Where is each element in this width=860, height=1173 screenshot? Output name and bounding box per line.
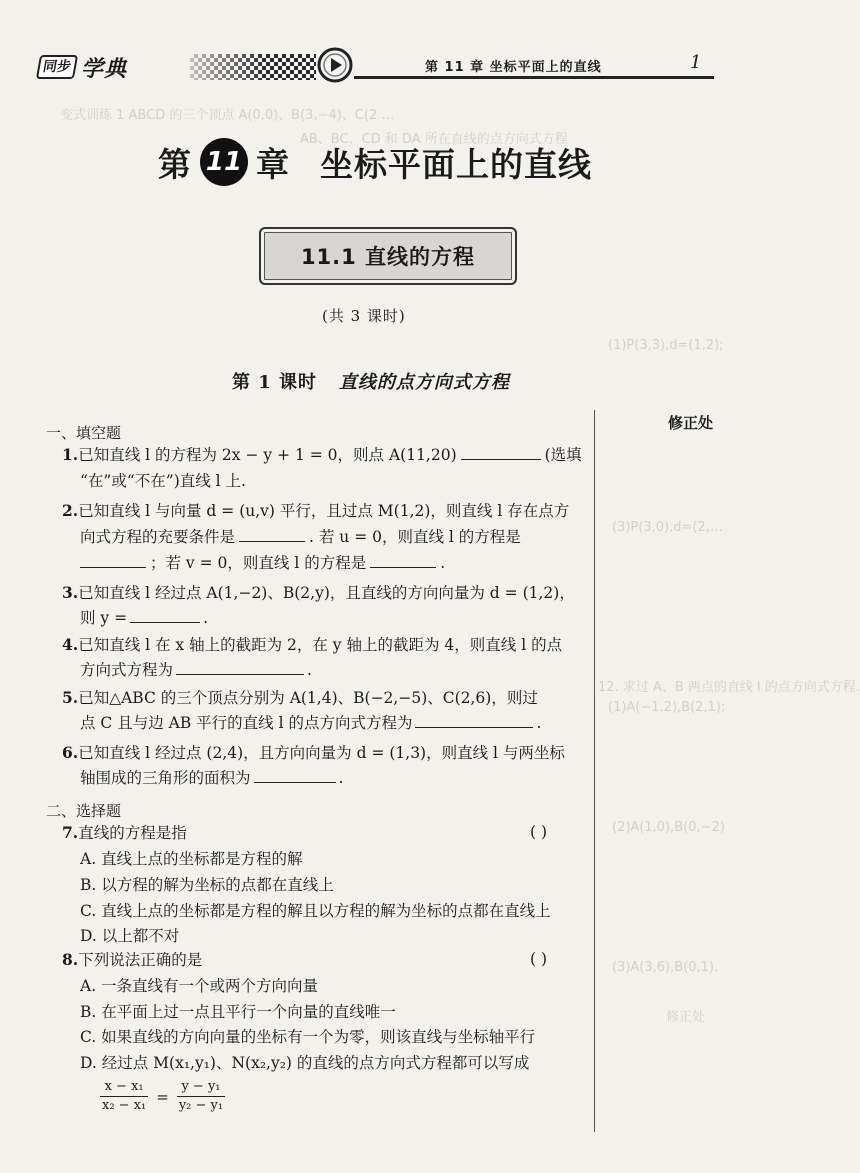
logo-big-text: 学典 bbox=[81, 56, 128, 82]
option-a: A. 一条直线有一个或两个方向向量 bbox=[80, 977, 319, 995]
chapter-name: 坐标平面上的直线 bbox=[320, 144, 592, 184]
chapter-suffix: 章 bbox=[256, 144, 290, 184]
bleed-text: (3)A(3,6),B(0,1). bbox=[612, 960, 719, 975]
answer-blank[interactable] bbox=[254, 765, 336, 783]
question-text: . bbox=[338, 769, 344, 787]
option-c: C. 直线上点的坐标都是方程的解且以方程的解为坐标的点都在直线上 bbox=[80, 902, 551, 920]
question-text: 已知直线 l 经过点 A(1,−2)、B(2,y)，且直线的方向向量为 d = (1,2)， bbox=[78, 584, 575, 602]
bleed-text: 变式训练 1 ABCD 的三个顶点 A(0,0)、B(3,−4)、C(2 … bbox=[60, 108, 395, 123]
question-number: 2. bbox=[62, 501, 79, 520]
option-a: A. 直线上点的坐标都是方程的解 bbox=[80, 850, 303, 868]
lesson-count: (共 3 课时) bbox=[322, 307, 406, 325]
question-2 bbox=[62, 496, 569, 526]
bleed-text: (2)A(1,0),B(0,−2) bbox=[612, 820, 725, 835]
question-5-line-2 bbox=[80, 709, 541, 738]
question-text: . bbox=[203, 609, 209, 627]
answer-blank[interactable] bbox=[239, 524, 305, 542]
option-d: D. 经过点 M(x₁,y₁)、N(x₂,y₂) 的直线的点方向式方程都可以写成 bbox=[80, 1054, 530, 1072]
option-d: D. 以上都不对 bbox=[80, 927, 180, 945]
logo-small-text: 同步 bbox=[36, 55, 78, 79]
fraction-numerator: y − y₁ bbox=[177, 1078, 225, 1097]
question-text: . bbox=[440, 554, 446, 572]
question-text: . 若 u = 0，则直线 l 的方程是 bbox=[309, 528, 521, 546]
lesson-number: 第 1 课时 bbox=[232, 372, 318, 393]
header-logo bbox=[38, 50, 166, 84]
question-text: 已知直线 l 与向量 d = (u,v) 平行，且过点 M(1,2)，则直线 l 存在点方 bbox=[78, 502, 570, 520]
question-number: 4. bbox=[62, 635, 79, 654]
answer-blank[interactable] bbox=[176, 657, 304, 675]
header-checker-pattern bbox=[190, 54, 316, 80]
question-number: 6. bbox=[62, 743, 79, 762]
question-number: 7. bbox=[62, 823, 79, 842]
question-number: 3. bbox=[62, 583, 79, 602]
bleed-text: (1)A(−1,2),B(2,1); bbox=[608, 700, 726, 715]
fraction-right bbox=[177, 1078, 225, 1115]
lesson-title bbox=[232, 368, 510, 394]
chapter-title bbox=[158, 138, 592, 186]
option-c: C. 如果直线的方向向量的坐标有一个为零，则该直线与坐标轴平行 bbox=[80, 1028, 536, 1046]
formula-fraction-equation bbox=[100, 1078, 225, 1115]
lesson-name: 直线的点方向式方程 bbox=[338, 372, 510, 393]
question-text: 则 y = bbox=[80, 609, 128, 627]
question-text: 直线的方程是指 bbox=[78, 824, 187, 842]
question-7 bbox=[62, 818, 187, 848]
question-3-line-2 bbox=[80, 604, 208, 633]
bleed-text: AB、BC、CD 和 DA 所在直线的点方向式方程 bbox=[300, 132, 568, 147]
question-6-line-2 bbox=[80, 764, 343, 793]
running-header: 第 11 章 坐标平面上的直线 bbox=[425, 60, 602, 75]
answer-paren[interactable]: ( ) bbox=[530, 950, 548, 968]
question-text: 已知直线 l 经过点 (2,4)，且方向向量为 d = (1,3)，则直线 l 与两坐标 bbox=[78, 744, 565, 762]
page-number: 1 bbox=[690, 52, 702, 73]
question-text: 已知直线 l 在 x 轴上的截距为 2，在 y 轴上的截距为 4，则直线 l 的点 bbox=[78, 636, 563, 654]
question-text: ；若 v = 0，则直线 l 的方程是 bbox=[150, 554, 367, 572]
question-2-line-3 bbox=[80, 549, 445, 578]
bleed-text: (1)P(3,3),d=(1,2); bbox=[608, 338, 724, 353]
option-b: B. 以方程的解为坐标的点都在直线上 bbox=[80, 876, 334, 894]
question-text: 轴围成的三角形的面积为 bbox=[80, 769, 251, 787]
answer-blank[interactable] bbox=[370, 550, 436, 568]
section-title-box bbox=[259, 227, 517, 285]
question-text: 已知△ABC 的三个顶点分别为 A(1,4)、B(−2,−5)、C(2,6)，则过 bbox=[78, 689, 538, 707]
fraction-numerator: x − x₁ bbox=[100, 1078, 148, 1097]
fraction-left bbox=[100, 1078, 148, 1115]
fraction-denominator: x₂ − x₁ bbox=[102, 1098, 147, 1113]
correction-column-label: 修正处 bbox=[668, 414, 714, 432]
option-b: B. 在平面上过一点且平行一个向量的直线唯一 bbox=[80, 1003, 396, 1021]
question-text: 点 C 且与边 AB 平行的直线 l 的点方向式方程为 bbox=[80, 714, 413, 732]
bleed-text: 12. 求过 A、B 两点的直线 l 的点方向式方程. bbox=[598, 680, 860, 695]
chapter-number-badge: 11 bbox=[200, 138, 248, 186]
question-text: (选填 bbox=[544, 446, 582, 464]
question-number: 5. bbox=[62, 688, 79, 707]
section-heading-fill-blank: 一、填空题 bbox=[46, 424, 122, 442]
question-8 bbox=[62, 945, 202, 975]
equals-sign: = bbox=[156, 1087, 169, 1106]
question-text: 已知直线 l 的方程为 2x − y + 1 = 0，则点 A(11,20) bbox=[78, 446, 457, 464]
play-icon bbox=[316, 46, 354, 84]
bleed-text: 修正处 bbox=[666, 1010, 706, 1025]
question-text: 下列说法正确的是 bbox=[78, 951, 203, 969]
question-1 bbox=[62, 440, 582, 470]
answer-blank[interactable] bbox=[130, 605, 200, 623]
question-number: 8. bbox=[62, 950, 79, 969]
question-2-line-2 bbox=[80, 523, 521, 552]
question-1-line-2: “在”或“不在”)直线 l 上. bbox=[80, 472, 246, 490]
question-text: . bbox=[536, 714, 542, 732]
answer-blank[interactable] bbox=[415, 710, 533, 728]
answer-blank[interactable] bbox=[80, 550, 146, 568]
question-4-line-2 bbox=[80, 656, 312, 685]
answer-blank[interactable] bbox=[461, 442, 541, 460]
question-number: 1. bbox=[62, 445, 79, 464]
question-text: 向式方程的充要条件是 bbox=[80, 528, 236, 546]
question-text: 方向式方程为 bbox=[80, 661, 174, 679]
bleed-text: (3)P(3,0),d=(2,… bbox=[612, 520, 723, 535]
section-title: 11.1 直线的方程 bbox=[300, 245, 476, 269]
section-heading-multiple-choice: 二、选择题 bbox=[46, 802, 122, 820]
answer-paren[interactable]: ( ) bbox=[530, 823, 548, 841]
fraction-denominator: y₂ − y₁ bbox=[178, 1098, 224, 1113]
question-text: . bbox=[307, 661, 312, 679]
header-rule bbox=[354, 76, 714, 79]
chapter-prefix: 第 bbox=[158, 144, 192, 184]
